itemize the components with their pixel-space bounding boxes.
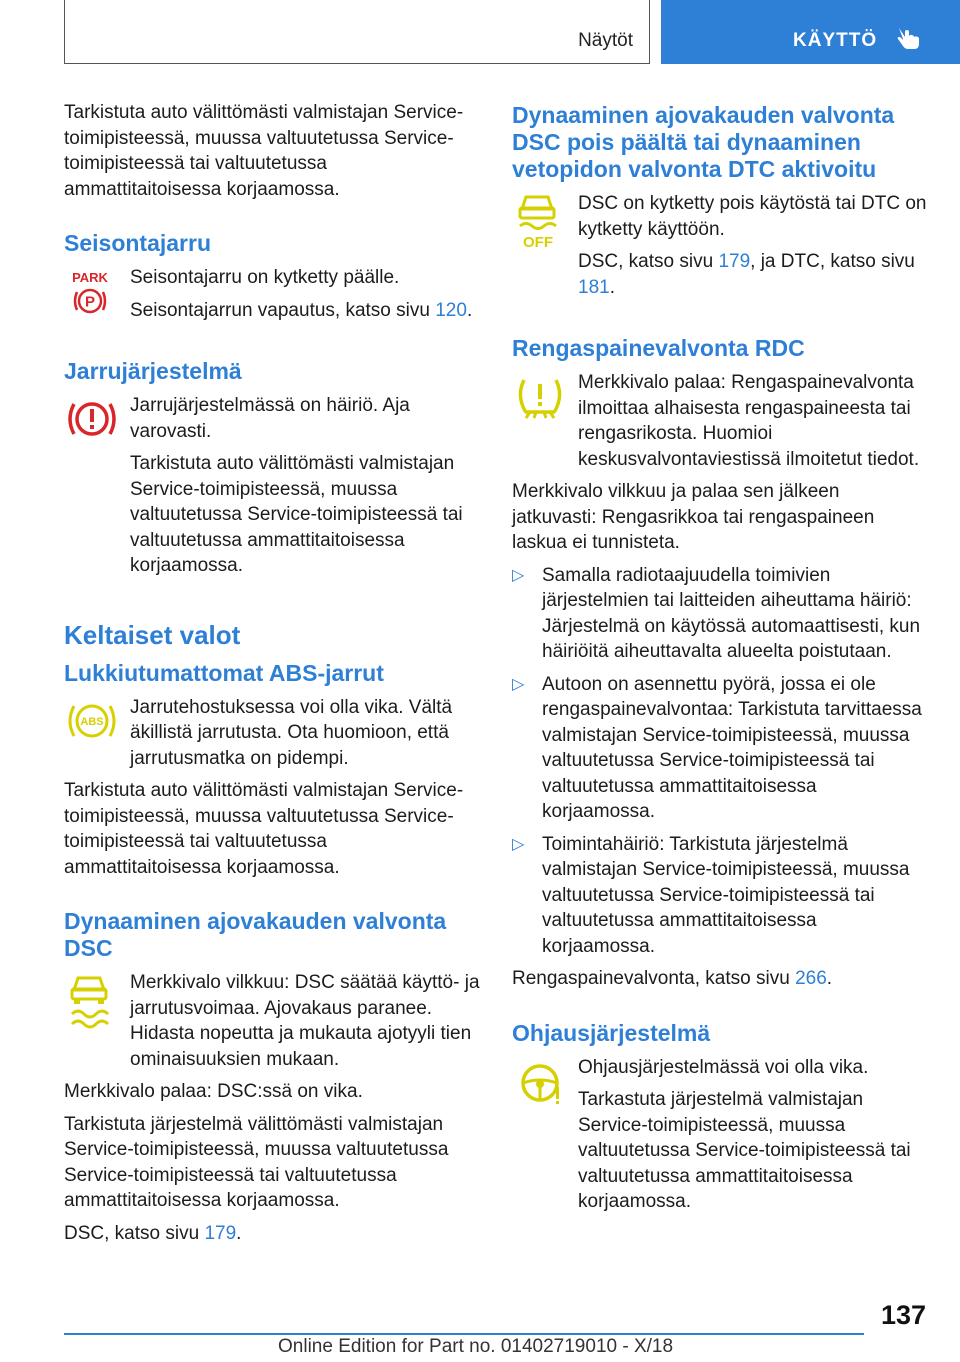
rdc-text-3 [512, 966, 927, 992]
steering-block [512, 1055, 927, 1222]
left-column [64, 100, 482, 1253]
dsc-text-3: Tarkistuta järjestelmä välittömästi valmistajan Service-toimipisteessä, muussa valtuutetussa Service-toimipisteessä tai valtuutetussa ammattitaitoisessa korjaamossa. [64, 1113, 449, 1211]
right-column [512, 100, 927, 1222]
abs-text-2: Tarkistuta auto välittömästi valmistajan Service-toimipisteessä, muussa valtuutetussa Service-toimipisteessä tai valtuutetussa ammattitaitoisessa korjaamossa. [64, 780, 464, 878]
tire-pressure-icon [512, 372, 578, 430]
page-link-181[interactable]: 181 [578, 276, 610, 298]
abs-heading: Lukkiutumattomat ABS-jarrut [64, 659, 384, 686]
header-section-title: Näytöt [578, 30, 633, 51]
list-item-text: Toimintahäiriö: Tarkistuta järjestelmä valmistajan Service-toimipisteessä, muussa valtuutetussa Service-toimipisteessä tai valtuutetussa ammattitaitoisessa korjaamossa. [542, 833, 910, 957]
dsc-heading: Dynaaminen ajovakauden valvonta DSC [64, 908, 447, 961]
triangle-bullet-icon: ▷ [512, 835, 525, 853]
list-item [512, 563, 927, 665]
dsc-text-4 [64, 1221, 482, 1247]
header-chapter-title: KÄYTTÖ [793, 30, 878, 51]
list-item-text: Autoon on asennettu pyörä, jossa ei ole rengaspainevalvontaa: Tarkistuta tarvittaessa valmistajan Service-toimipisteessä, muussa valtuutetussa Service-toimipisteessä tai valtuutetussa ammattitaitoisessa korjaamossa. [542, 673, 922, 822]
list-item-text: Samalla radiotaajuudella toimivien järjestelmien tai laitteiden aiheuttama häiriö: Järjestelmä on käytössä automaattisesti, kun häiriöitä aiheuttavalta alueelta poistutaan. [542, 564, 921, 662]
page-link-120[interactable]: 120 [435, 299, 467, 321]
parking-brake-text-1: Seisontajarru on kytketty päälle. [130, 267, 400, 288]
dtc-ref-end: . [609, 276, 615, 298]
rdc-ref-text: Rengaspainevalvonta, katso sivu [512, 968, 796, 989]
page-link-266[interactable]: 266 [795, 968, 827, 989]
rdc-ref-end: . [826, 968, 833, 989]
steering-heading: Ohjausjärjestelmä [512, 1019, 711, 1046]
rdc-block [512, 370, 927, 479]
brake-text-1: Jarrujärjestelmässä on häiriö. Aja varovasti. [130, 395, 410, 442]
header-section-box [64, 0, 650, 64]
dsc-text-1: Merkkivalo vilkkuu: DSC säätää käyttö- ja jarrutusvoimaa. Ajovakaus paranee. Hidasta nopeutta ja mukauta ajotyyli tien ominaisuuksien mukaan. [130, 972, 480, 1070]
parking-brake-heading: Seisontajarru [64, 230, 211, 256]
list-item [512, 672, 927, 825]
dsc-off-ref-text: DSC, katso sivu [578, 251, 719, 272]
rdc-bullet-list [512, 563, 927, 960]
svg-text:P: P [84, 293, 96, 311]
page-link-179b[interactable]: 179 [718, 251, 751, 272]
list-item [512, 832, 927, 960]
rdc-text-2: Merkkivalo vilkkuu ja palaa sen jälkeen jatkuvasti: Rengasrikkoa tai rengaspaineen laskua ei tunnisteta. [512, 481, 875, 553]
page-number: 137 [880, 1300, 926, 1330]
rdc-text-1: Merkkivalo palaa: Rengaspainevalvonta ilmoittaa alhaisesta rengaspaineesta tai rengasrikosta. Huomioi keskusvalvontaviestissä ilmoitetut tiedot. [578, 372, 920, 470]
yellow-lights-heading: Keltaiset valot [64, 619, 241, 650]
steering-text-2: Tarkastuta järjestelmä valmistajan Service-toimipisteessä, muussa valtuutetussa Service-toimipisteessä tai valtuutetussa ammattitaitoisessa korjaamossa. [578, 1089, 911, 1212]
dsc-off-icon [512, 193, 578, 251]
brake-text-2: Tarkistuta auto välittömästi valmistajan Service-toimipisteessä, muussa valtuutetussa Service-toimipisteessä tai valtuutetussa ammattitaitoisessa korjaamossa. [130, 453, 463, 576]
dsc-off-heading: Dynaaminen ajovakauden valvonta DSC pois päältä tai dynaaminen vetopidon valvonta DTC aktivoitu [512, 102, 895, 182]
parking-ref-end: . [466, 299, 473, 321]
triangle-bullet-icon: ▷ [512, 675, 525, 693]
abs-icon [64, 697, 130, 755]
brake-warning-icon [64, 395, 130, 453]
dsc-off-text-1: DSC on kytketty pois käytöstä tai DTC on kytketty käyttöön. [578, 193, 927, 240]
dsc-off-text-2 [578, 249, 927, 300]
dsc-block [64, 970, 482, 1079]
parking-brake-text-2 [130, 298, 482, 324]
steering-text-1: Ohjausjärjestelmässä voi olla vika. [578, 1056, 869, 1078]
dtc-ref-text: , ja DTC, katso sivu [750, 251, 915, 272]
rdc-heading: Rengaspainevalvonta RDC [512, 335, 805, 361]
dsc-text-2: Merkkivalo palaa: DSC:ssä on vika. [64, 1081, 363, 1102]
hand-pointer-icon [895, 26, 921, 50]
triangle-bullet-icon: ▷ [512, 566, 525, 584]
park-icon-label: PARK [72, 270, 108, 285]
page-link-179[interactable]: 179 [204, 1222, 237, 1244]
parking-ref-text: Seisontajarrun vapautus, katso sivu [130, 299, 436, 321]
abs-text-1: Jarrutehostuksessa voi olla vika. Vältä äkillistä jarrutusta. Ota huomioon, että jarrutusmatka on pidempi. [130, 696, 453, 769]
footer-divider [64, 1333, 864, 1335]
brake-system-heading: Jarrujärjestelmä [64, 358, 242, 384]
parking-brake-icon [64, 267, 130, 325]
abs-block [64, 695, 482, 779]
dsc-off-block [512, 191, 927, 307]
dsc-ref-text: DSC, katso sivu [64, 1222, 205, 1244]
footer-edition: Online Edition for Part no. 01402719010 - X/18 [278, 1336, 674, 1357]
dsc-icon [64, 972, 130, 1030]
steering-wheel-icon [512, 1057, 578, 1115]
intro-text: Tarkistuta auto välittömästi valmistajan Service-toimipisteessä, muussa valtuutetussa Service-toimipisteessä tai valtuutetussa ammattitaitoisessa korjaamossa. [64, 102, 464, 200]
abs-icon-label: ABS [80, 715, 104, 728]
brake-system-block [64, 393, 482, 586]
dsc-ref-end: . [236, 1222, 242, 1244]
parking-brake-block [64, 265, 482, 330]
header-chapter-tab [661, 0, 960, 64]
off-icon-label: OFF [523, 234, 553, 251]
